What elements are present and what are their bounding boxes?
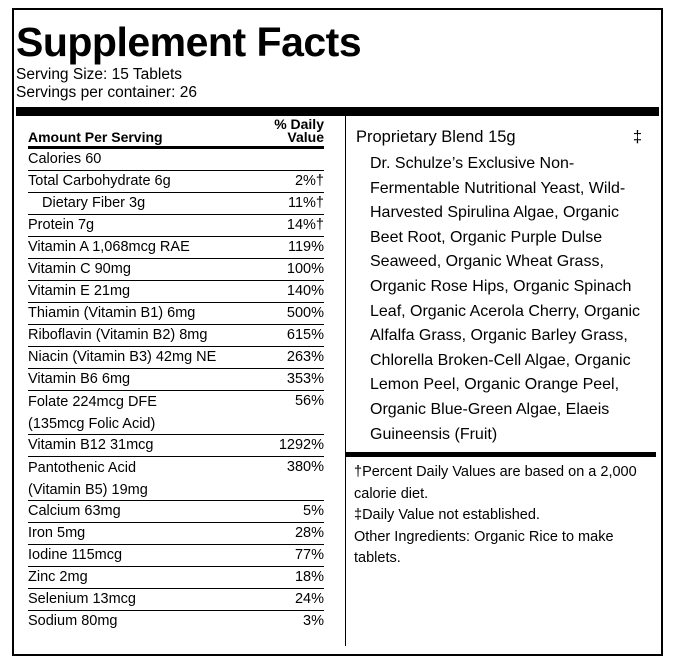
nutrient-daily-value: 18%: [294, 569, 324, 585]
nutrient-label: Dietary Fiber 3g: [42, 195, 146, 211]
nutrient-table: [28, 116, 324, 633]
nutrient-daily-value: 100%: [286, 261, 324, 277]
blend-daily-value: ‡: [632, 128, 642, 146]
nutrient-label: Vitamin B12 31mcg: [28, 437, 154, 453]
nutrient-daily-value: 263%: [286, 349, 324, 365]
table-row: [28, 215, 324, 237]
servings-per-container: Servings per container: 26: [16, 84, 197, 101]
amount-per-serving-heading: Amount Per Serving: [28, 129, 163, 145]
footnote-percent-dv: †Percent Daily Values are based on a 2,000 calorie diet.: [354, 464, 637, 502]
other-ingredients: Other Ingredients: Organic Rice to make tablets.: [354, 528, 614, 567]
nutrient-daily-value: 2%†: [294, 173, 324, 189]
table-row: [28, 523, 324, 545]
nutrient-daily-value: 3%: [303, 613, 324, 629]
nutrient-label: Thiamin (Vitamin B1) 6mg: [28, 305, 196, 321]
panel-title: Supplement Facts: [16, 19, 362, 65]
table-row: [28, 391, 324, 435]
nutrient-label: Calcium 63mg: [28, 503, 121, 519]
nutrient-daily-value: 77%: [294, 547, 324, 563]
nutrient-rows: [28, 149, 324, 633]
nutrient-label: Vitamin A 1,068mcg RAE: [28, 239, 190, 255]
nutrient-label: [28, 457, 148, 501]
nutrient-label: Total Carbohydrate 6g: [28, 173, 171, 189]
blend-ingredients: Dr. Schulze’s Exclusive Non-Fermentable Nutritional Yeast, Wild-Harvested Spirulina Algae, Organic Beet Root, Organic Purple Dulse Seaweed, Organic Wheat Grass, Organic Rose Hips, Organic Spinach Leaf, Organic Acerola Cherry, Organic Alfalfa Grass, Organic Barley Grass, Chlorella Broken-Cell Algae, Organic Lemon Peel, Organic Orange Peel, Organic Blue-Green Algae, Elaeis Guineensis (Fruit): [370, 155, 641, 443]
blend-divider: [346, 452, 656, 457]
table-row: [28, 457, 324, 501]
nutrient-daily-value: 11%†: [287, 195, 324, 211]
nutrient-daily-value: 56%: [294, 393, 324, 409]
nutrient-daily-value: 140%: [286, 283, 324, 299]
nutrient-daily-value: 500%: [286, 305, 324, 321]
table-row: [28, 237, 324, 259]
table-row: [28, 259, 324, 281]
table-row: [28, 589, 324, 611]
table-row: [28, 171, 324, 193]
nutrient-label: [28, 391, 157, 435]
nutrient-label-line2: (Vitamin B5) 19mg: [28, 482, 148, 498]
daily-value-heading-line1: % Daily: [274, 116, 324, 132]
nutrient-daily-value: 24%: [294, 591, 324, 607]
table-row: [28, 325, 324, 347]
nutrient-daily-value: 615%: [286, 327, 324, 343]
table-header: [28, 116, 324, 149]
nutrient-label: Calories 60: [28, 151, 102, 167]
table-row: [28, 567, 324, 589]
nutrient-label: Iron 5mg: [28, 525, 86, 541]
nutrient-label: Sodium 80mg: [28, 613, 118, 629]
table-row: [28, 435, 324, 457]
nutrient-label: Protein 7g: [28, 217, 95, 233]
nutrient-label: Iodine 115mcg: [28, 547, 123, 563]
table-row: [28, 303, 324, 325]
nutrient-daily-value: 5%: [303, 503, 324, 519]
table-row: [28, 281, 324, 303]
nutrient-label-line1: Pantothenic Acid: [28, 460, 137, 476]
nutrient-label: Niacin (Vitamin B3) 42mg NE: [28, 349, 217, 365]
nutrient-label: Zinc 2mg: [28, 569, 88, 585]
footnotes: [354, 462, 654, 570]
nutrient-label: Vitamin C 90mg: [28, 261, 131, 277]
daily-value-heading: [274, 118, 324, 144]
nutrient-daily-value: 28%: [294, 525, 324, 541]
table-row: [28, 369, 324, 391]
table-row: [28, 193, 324, 215]
table-row: [28, 611, 324, 633]
table-row: [28, 545, 324, 567]
nutrient-daily-value: 353%: [286, 371, 324, 387]
table-row: [28, 149, 324, 171]
table-row: [28, 347, 324, 369]
footnote-not-established: ‡Daily Value not established.: [354, 507, 540, 524]
table-row: [28, 501, 324, 523]
nutrient-label: Vitamin B6 6mg: [28, 371, 131, 387]
nutrient-label: Riboflavin (Vitamin B2) 8mg: [28, 327, 208, 343]
daily-value-heading-line2: Value: [287, 129, 324, 145]
nutrient-label-line2: (135mcg Folic Acid): [28, 416, 156, 432]
nutrient-daily-value: 119%: [287, 239, 324, 255]
nutrient-label-line1: Folate 224mcg DFE: [28, 394, 157, 410]
nutrient-label: Selenium 13mcg: [28, 591, 136, 607]
serving-size: Serving Size: 15 Tablets: [16, 66, 183, 83]
column-divider: [345, 116, 346, 646]
nutrient-daily-value: 380%: [286, 459, 324, 475]
nutrient-label: Vitamin E 21mg: [28, 283, 131, 299]
heavy-divider: [16, 107, 659, 116]
nutrient-daily-value: 14%†: [286, 217, 324, 233]
blend-name: Proprietary Blend 15g: [356, 128, 516, 146]
nutrient-daily-value: 1292%: [278, 437, 324, 453]
